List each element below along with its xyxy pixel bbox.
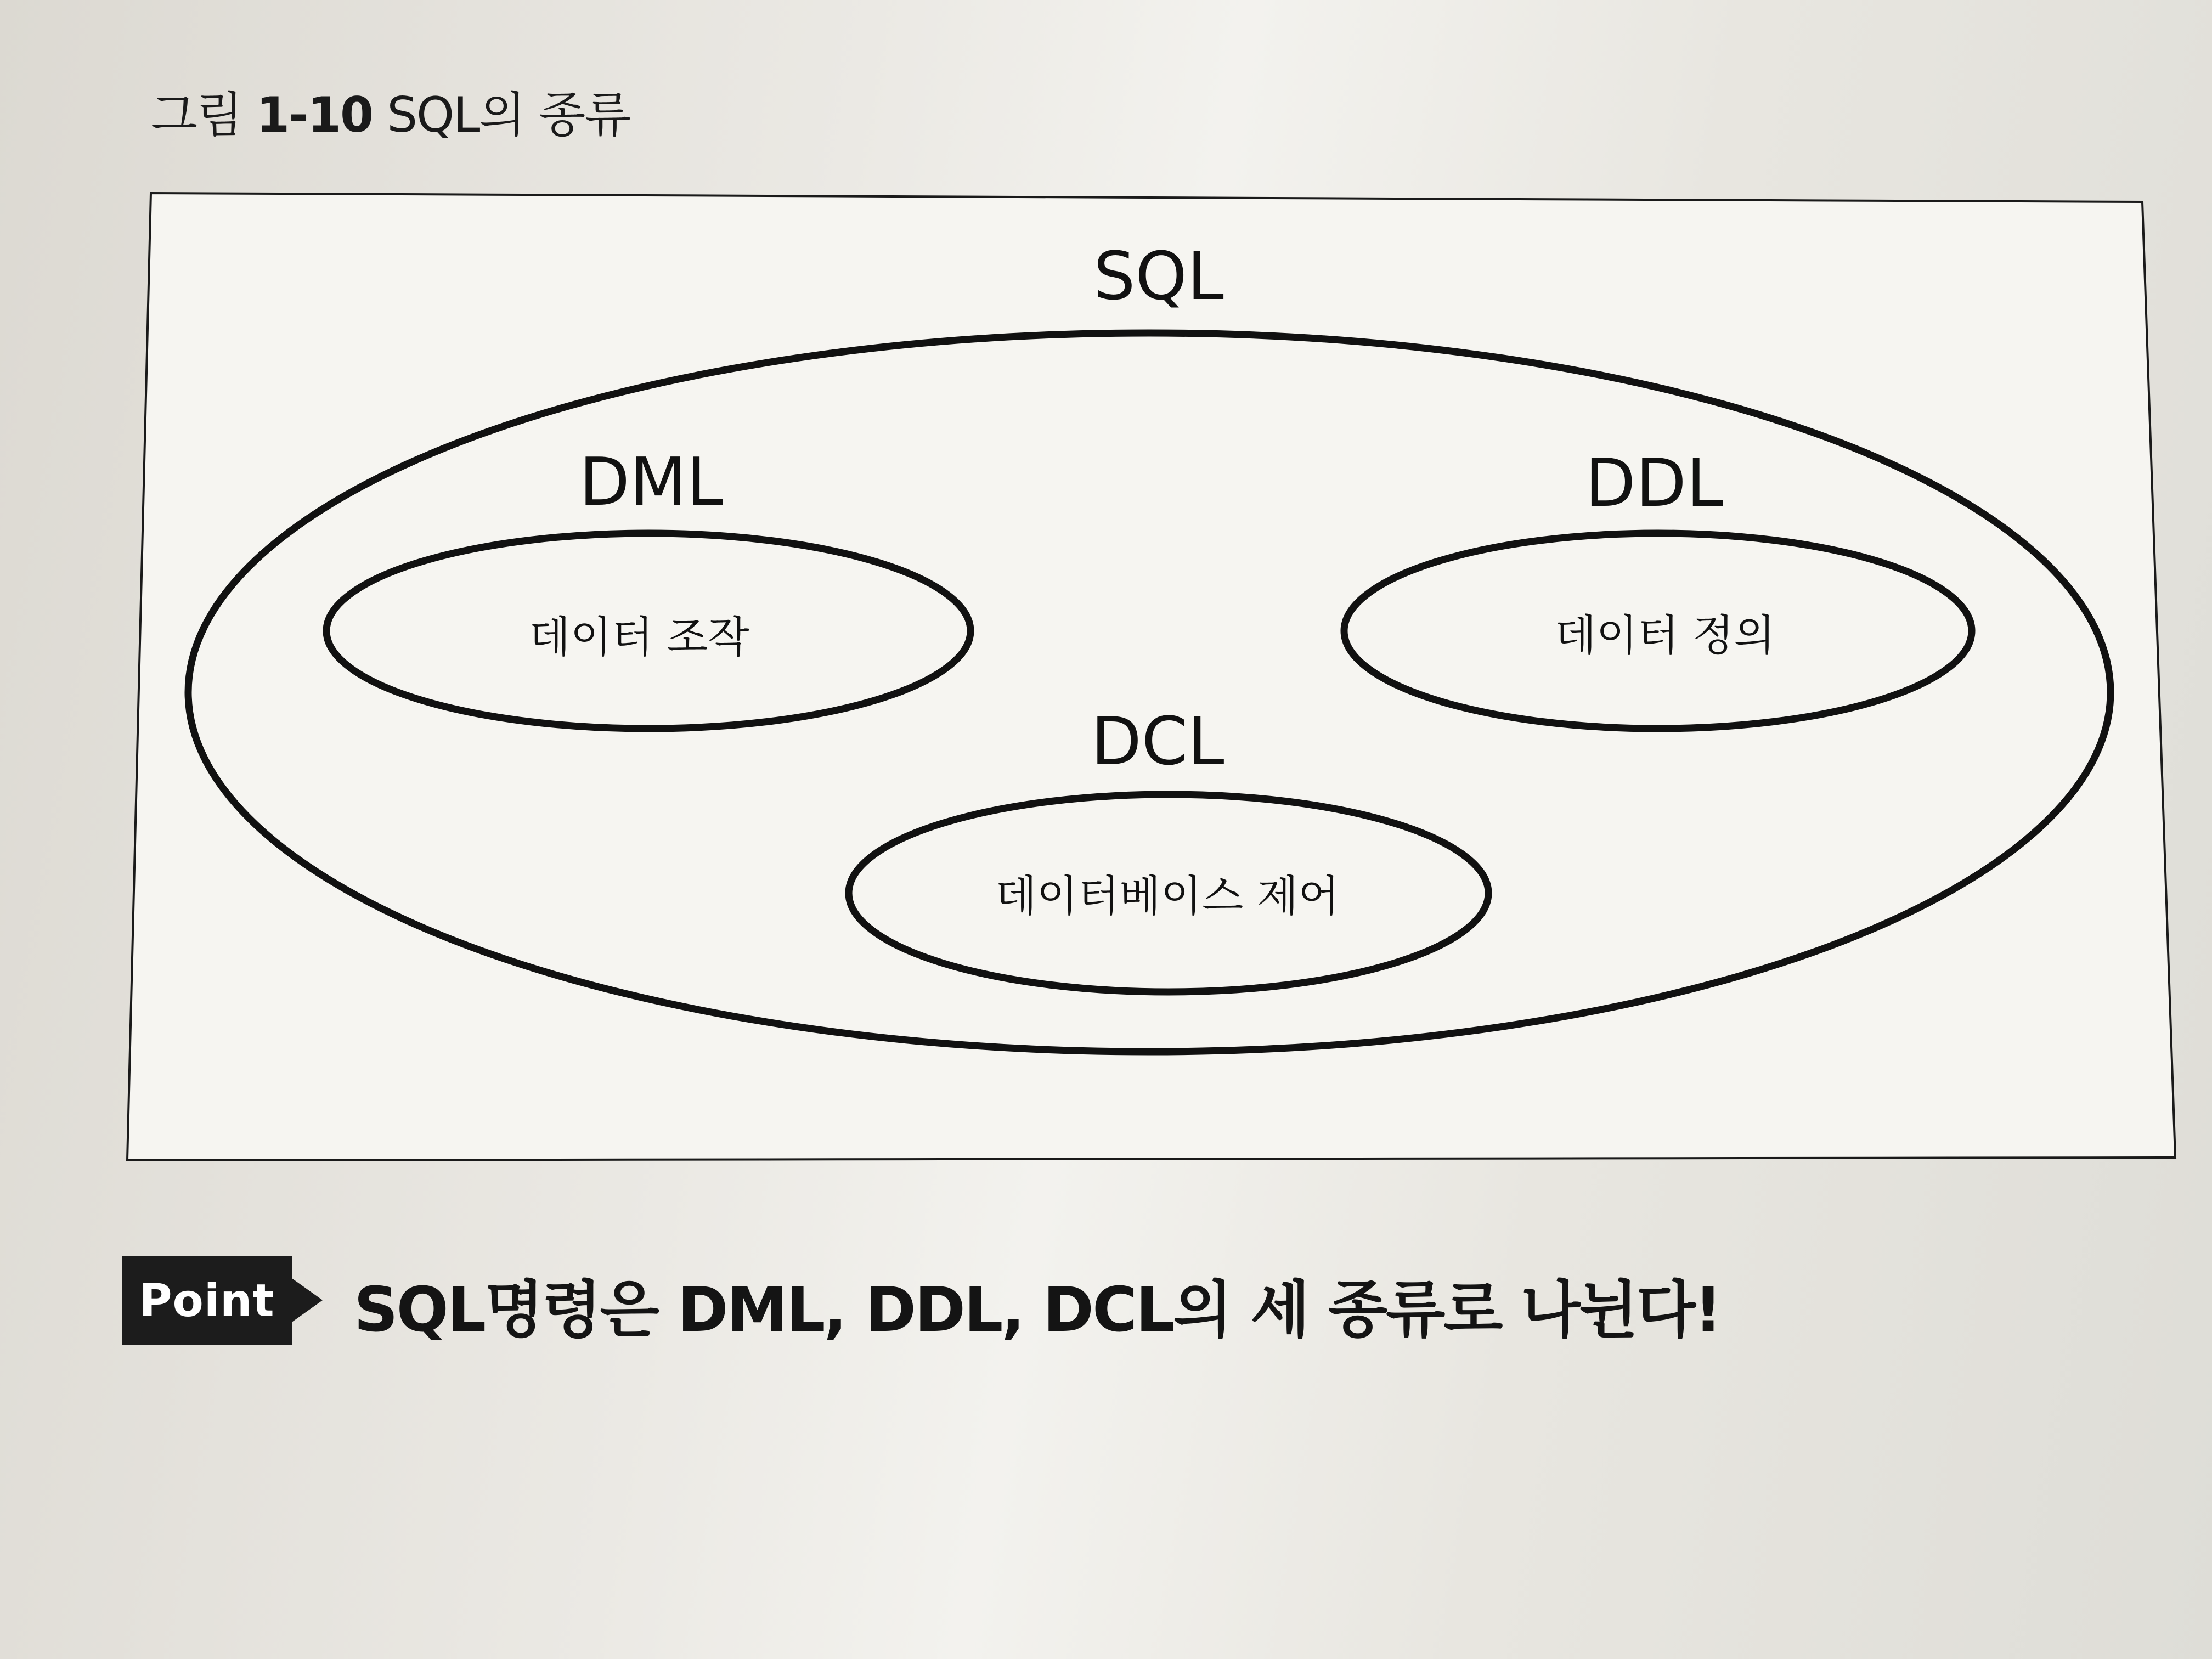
caption-text: SQL의 종류 bbox=[373, 87, 630, 143]
caption-prefix: 그림 bbox=[151, 87, 256, 143]
caption-number: 1-10 bbox=[256, 87, 373, 143]
dcl-label: DCL bbox=[1091, 704, 1224, 780]
figure-frame bbox=[127, 193, 2175, 1160]
dml-description: 데이터 조작 bbox=[529, 613, 749, 662]
point-badge-label: Point bbox=[139, 1274, 275, 1327]
dcl-description: 데이터베이스 제어 bbox=[995, 872, 1340, 921]
dml-label: DML bbox=[579, 444, 724, 521]
point-badge bbox=[122, 1256, 292, 1345]
ddl-description: 데이터 정의 bbox=[1555, 611, 1775, 661]
point-text: SQL명령은 DML, DDL, DCL의 세 종류로 나뉜다! bbox=[354, 1274, 1721, 1346]
sql-label: SQL bbox=[1093, 239, 1224, 315]
point-arrow-icon bbox=[292, 1278, 323, 1322]
ddl-label: DDL bbox=[1585, 445, 1723, 522]
